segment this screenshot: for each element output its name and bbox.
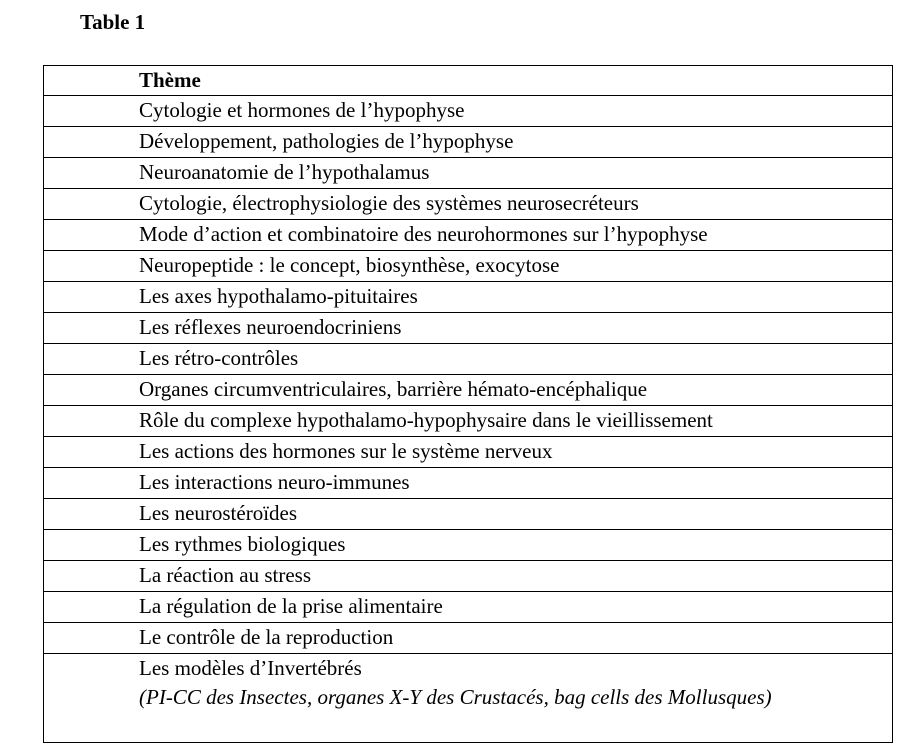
table-row	[44, 654, 893, 743]
theme-table	[43, 65, 893, 743]
table-cell: Mode d’action et combinatoire des neurohormones sur l’hypophyse	[44, 220, 893, 251]
table-row	[44, 344, 893, 375]
table-cell: Cytologie et hormones de l’hypophyse	[44, 96, 893, 127]
table-row	[44, 530, 893, 561]
table-cell: Neuroanatomie de l’hypothalamus	[44, 158, 893, 189]
table-cell: Les rétro-contrôles	[44, 344, 893, 375]
table-cell: Les axes hypothalamo-pituitaires	[44, 282, 893, 313]
table-cell: Les neurostéroïdes	[44, 499, 893, 530]
table-cell-invertebrates	[44, 654, 893, 743]
column-header-theme: Thème	[44, 66, 893, 96]
table-header-row	[44, 66, 893, 96]
table-cell: Neuropeptide : le concept, biosynthèse, exocytose	[44, 251, 893, 282]
table-row	[44, 96, 893, 127]
table-cell: Les actions des hormones sur le système nerveux	[44, 437, 893, 468]
table-row	[44, 623, 893, 654]
table-cell: La réaction au stress	[44, 561, 893, 592]
table-cell: Cytologie, électrophysiologie des systèmes neurosecréteurs	[44, 189, 893, 220]
invertebrates-note: (PI-CC des Insectes, organes X-Y des Crustacés, bag cells des Mollusques)	[139, 685, 772, 709]
table-row	[44, 251, 893, 282]
table-row	[44, 282, 893, 313]
invertebrates-title: Les modèles d’Invertébrés	[139, 656, 362, 680]
table-row	[44, 437, 893, 468]
table-row	[44, 561, 893, 592]
table-row	[44, 158, 893, 189]
table-cell: Les interactions neuro-immunes	[44, 468, 893, 499]
table-cell: Les rythmes biologiques	[44, 530, 893, 561]
table-row	[44, 499, 893, 530]
table-row	[44, 592, 893, 623]
table-cell: Rôle du complexe hypothalamo-hypophysaire dans le vieillissement	[44, 406, 893, 437]
table-row	[44, 189, 893, 220]
table-cell: Développement, pathologies de l’hypophyse	[44, 127, 893, 158]
table-row	[44, 375, 893, 406]
table-row	[44, 220, 893, 251]
table-row	[44, 468, 893, 499]
table-caption: Table 1	[80, 10, 146, 34]
table-row	[44, 127, 893, 158]
table-cell: Le contrôle de la reproduction	[44, 623, 893, 654]
table-cell: La régulation de la prise alimentaire	[44, 592, 893, 623]
table-row	[44, 406, 893, 437]
table-cell: Organes circumventriculaires, barrière hémato-encéphalique	[44, 375, 893, 406]
table-cell: Les réflexes neuroendocriniens	[44, 313, 893, 344]
table-row	[44, 313, 893, 344]
